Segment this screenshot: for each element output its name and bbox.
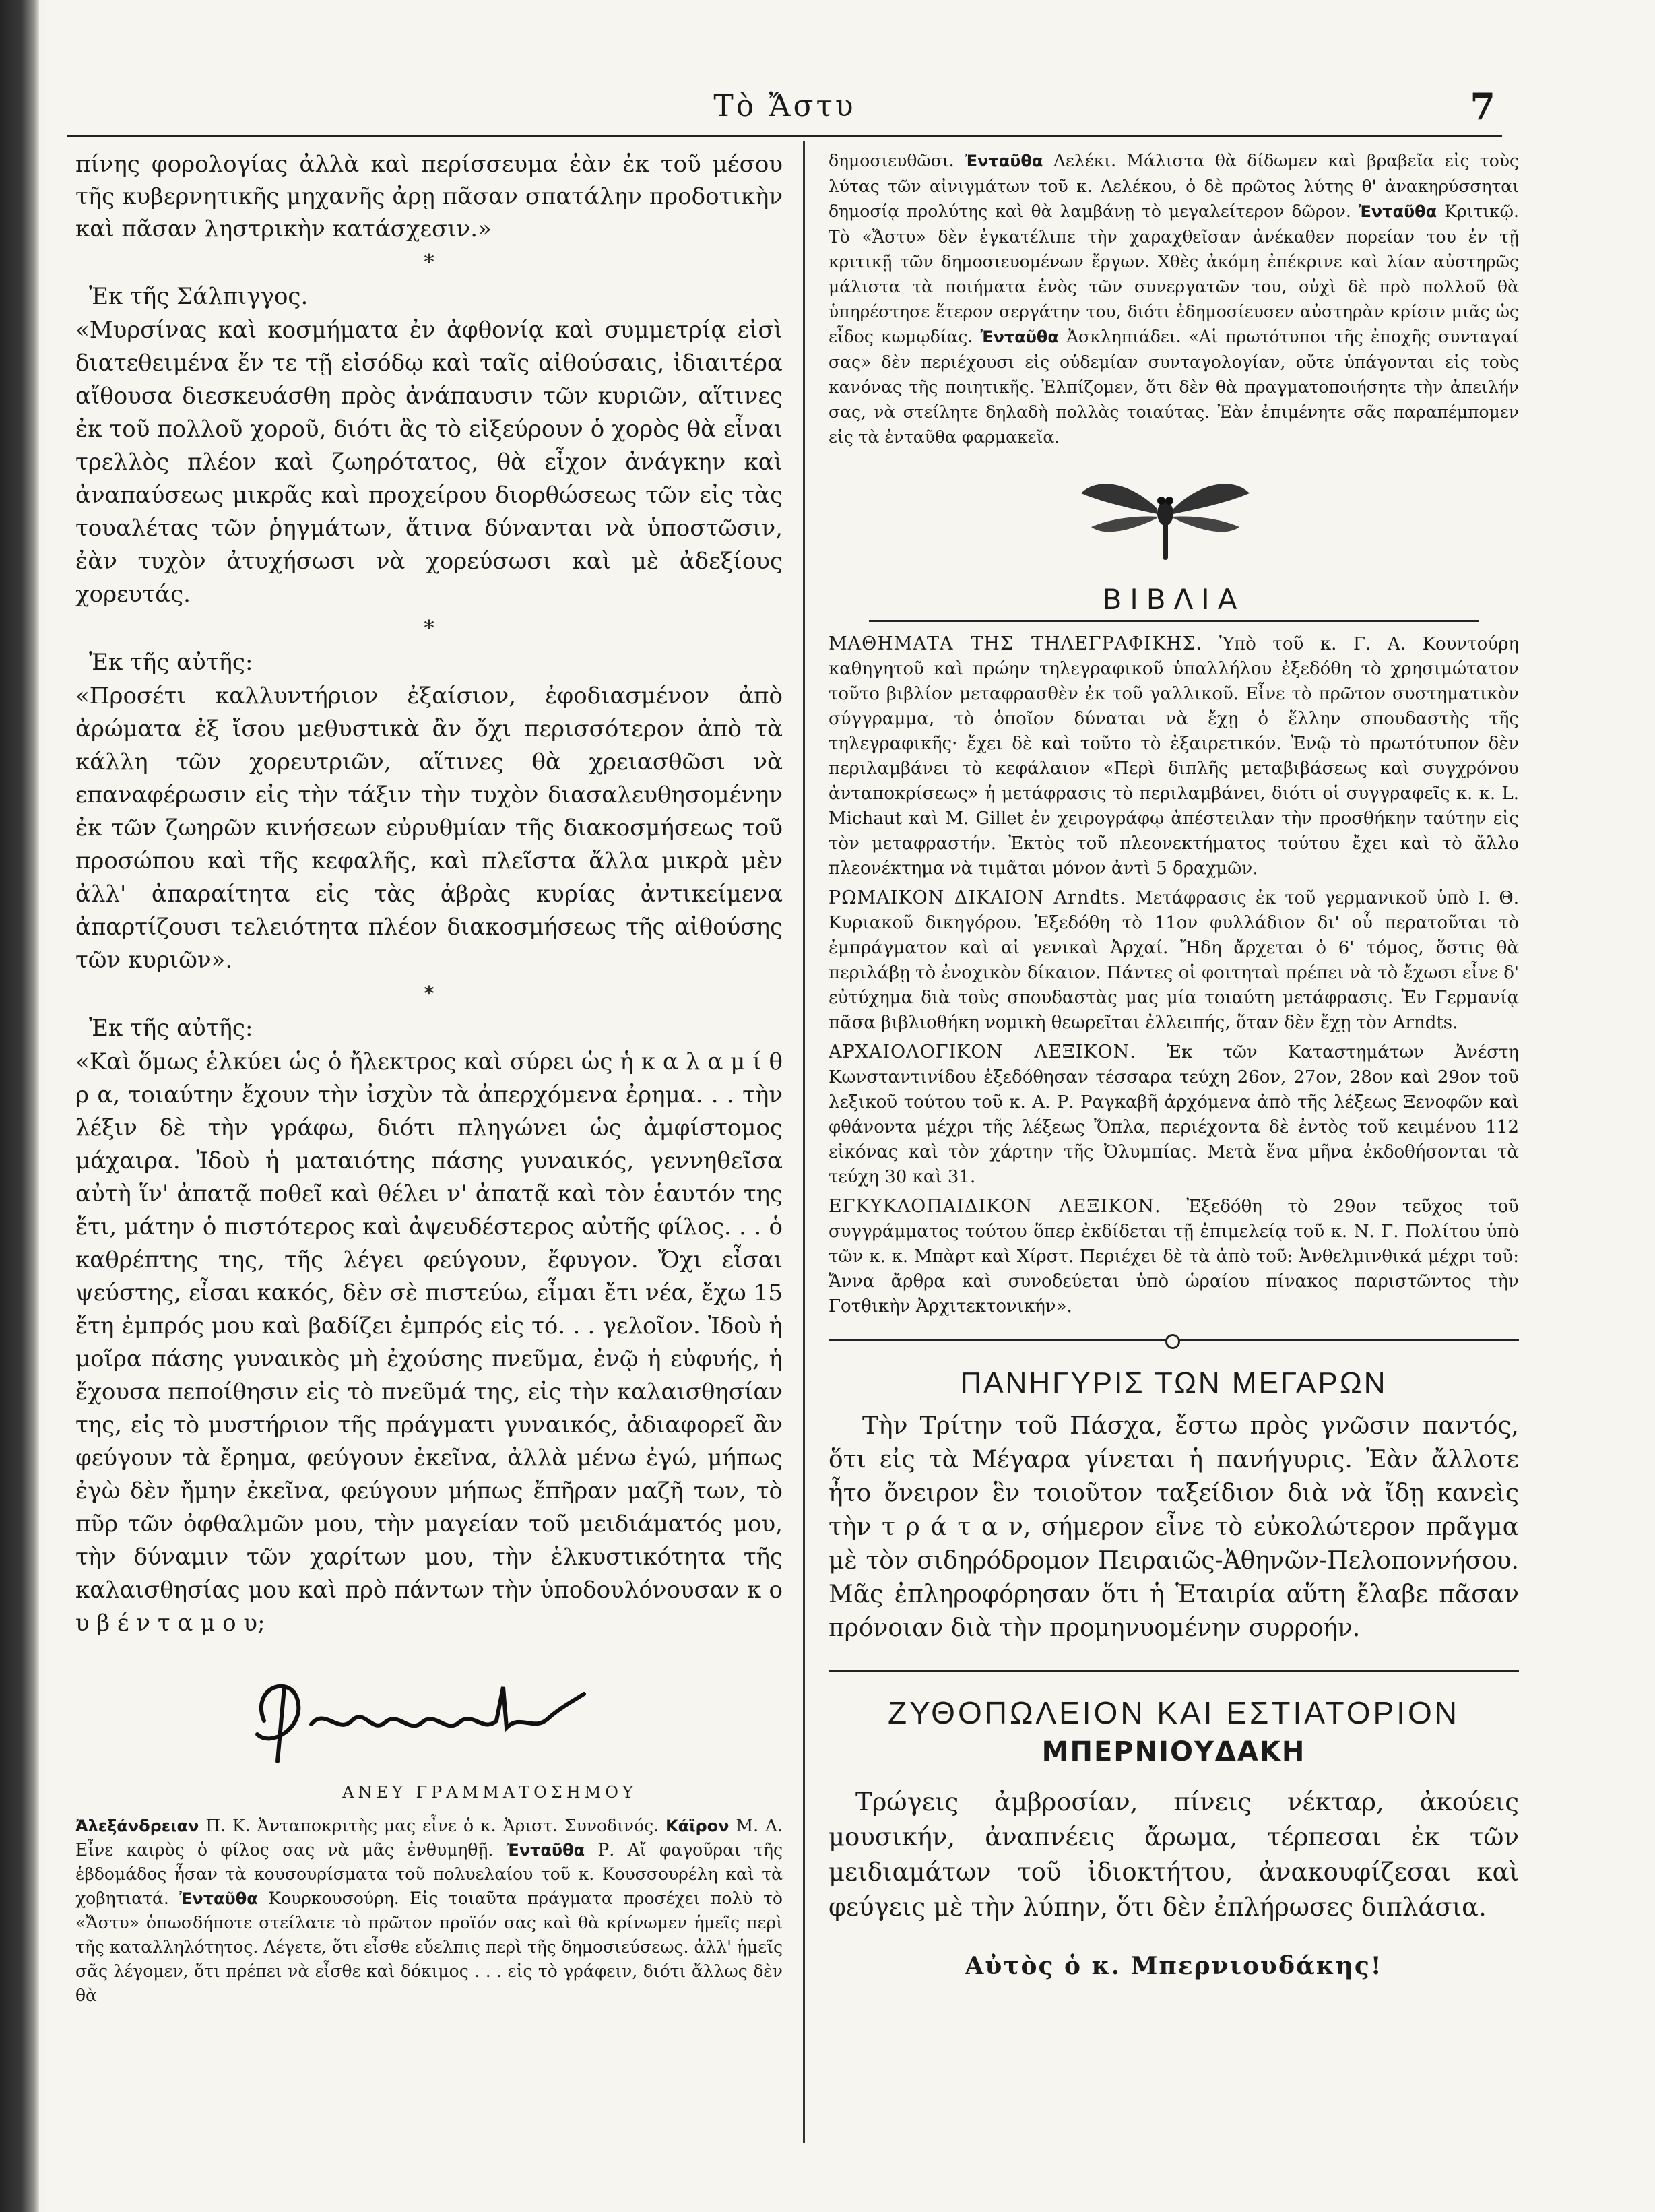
answer-text: Π. Κ. Ἀνταποκριτὴς μας εἶνε ὁ κ. Ἀριστ. Συνοδινός.	[199, 1816, 666, 1835]
divider-knot-icon	[1165, 1334, 1180, 1349]
book-title: ΡΩΜΑΙΚΟΝ ΔΙΚΑΙΟΝ Arndts.	[829, 887, 1126, 908]
book-entry	[829, 885, 1519, 1036]
answer-recipient: Κάϊρον	[666, 1816, 729, 1835]
book-text: Ἐκ τῶν Καταστημάτων Ἀνέστη Κωνσταντινίδου ἐξεδόθησαν τέσσαρα τεύχη 26ον, 27ον, 28ον καὶ 29ον τοῦ λεξικοῦ τούτου τοῦ κ. Α. Ρ. Ραγκαβῆ ἀρχόμενα ἀπὸ τῆς λέξεως Ξενοφῶν καὶ φθάνοντα μέχρι τῆς λέξεως Ὅπλα, περιέχοντα δὲ ἐντὸς τοῦ κειμένου 112 εἰκόνας καὶ τὸν χάρτην τῆς Ὀλυμπίας. Μετὰ ἕνα μῆνα ἐκδοθήσονται τὰ τεύχη 30 καὶ 31.	[829, 1042, 1519, 1187]
section-star: *	[424, 251, 434, 274]
reply-recipient: Ἐνταῦθα	[1358, 202, 1437, 221]
lead-paragraph: πίνης φορολογίας ἀλλὰ καὶ περίσσευμα ἐὰν ἐκ τοῦ μέσου τῆς κυβερνητικῆς μηχανῆς ἀρῃ πᾶσαν σπατάλην προδοτικὴν καὶ πᾶσαν ληστρικὴν κατάσχεσιν.»	[75, 151, 783, 243]
festival-ad-text: Τὴν Τρίτην τοῦ Πάσχα, ἔστω πρὸς γνῶσιν παντός, ὅτι εἰς τὰ Μέγαρα γίνεται ἡ πανήγυρις. Ἐὰν ἄλλοτε ἦτο ὄνειρον ἓν τοιοῦτον ταξείδιον διὰ νὰ ἴδῃ κανεὶς τὴν τ ρ ά τ α ν, σήμερον εἶνε τὸ εὐκολώτερον πρᾶγμα μὲ τὸν σιδηρόδρομον Πειραιῶς-Ἀθηνῶν-Πελοποννήσου. Μᾶς ἐπληροφόρησαν ὅτι ἡ Ἑταιρία αὕτη ἔλαβε πᾶσαν πρόνοιαν διὰ τὴν προμηνυομένην συρροήν.	[829, 1412, 1519, 1642]
page-header	[67, 81, 1502, 137]
books-section-title: ΒΙΒΛΙΑ	[1102, 583, 1245, 616]
book-text: Μετάφρασις ἐκ τοῦ γερμανικοῦ ὑπὸ Ι. Θ. Κυριακοῦ δικηγόρου. Ἐξεδόθη τὸ 11ον φυλλάδιον δι' οὗ περατοῦται τὸ ἐμπράγματον καὶ αἱ γενικαὶ Ἀρχαί. Ἤδη ἄρχεται ὁ 6' τόμος, ὅστις θὰ περιλάβῃ τὸ ἐνοχικὸν δίκαιον. Πάντες οἱ φοιτηταὶ πρέπει νὰ τὸ ἔχωσι εἶνε δ' εὐτύχημα διὰ τοὺς σπουδαστὰς μας μία τοιαύτη μετάφρασις. Ἐν Γερμανίᾳ πᾶσα βιβλιοθήκη νομικὴ θεωρεῖται ἐλλειπής, ὅταν δὲν ἔχῃ τὸν Arndts.	[829, 888, 1519, 1033]
answer-recipient: Ἐνταῦθα	[506, 1841, 585, 1860]
book-entry	[829, 631, 1519, 881]
dragonfly-icon	[1078, 456, 1253, 564]
signature-icon	[237, 1660, 587, 1768]
ad-rule	[829, 1670, 1519, 1672]
reply-recipient: Ἐνταῦθα	[980, 327, 1059, 346]
books-rule	[869, 620, 1479, 622]
page-number: 7	[1470, 85, 1495, 128]
column-divider	[803, 141, 805, 2143]
author-signature	[75, 1660, 783, 1775]
newspaper-page	[47, 0, 1655, 2212]
answer-text: Κουρκουσούρη. Εἰς τοιαῦτα πράγματα προσέχει πολὺ τὸ «Ἄστυ» ὁπωσδήποτε στείλατε τὸ πρῶτον προϊόν σας καὶ θὰ κρίνωμεν ἡμεῖς περὶ τῆς καταλληλότητος. Λέγετε, ὅτι εἶσθε εὔελπις περὶ τῆς δημοσιεύσεως. ἀλλ' ἡμεῖς σᾶς λέγομεν, ὅτι πρέπει νὰ εἶσθε καὶ δόκιμος . . . εἰς τὸ γράφειν, διότι ἄλλως δὲν θὰ	[75, 1889, 783, 2005]
book-title: ΑΡΧΑΙΟΛΟΓΙΚΟΝ ΛΕΞΙΚΟΝ.	[829, 1042, 1136, 1063]
source-line: Ἐκ τῆς Σάλπιγγος.	[89, 283, 309, 310]
reply-text: Ἀσκληπιάδει. «Αἱ πρωτότυποι τῆς ἐποχῆς συνταγαί σας» δὲν περιέχουσι εἰς οὐδεμίαν συνταγολογίαν, οὔτε ὑπάγονται εἰς τοὺς κανόνας τῆς ποιητικῆς. Ἐλπίζομεν, ὅτι δὲν θὰ πραγματοποιήσητε τὴν ἀπειλήν σας, νὰ στείλητε δηλαδὴ πολλὰς τοιαύτας. Ἐὰν ἐπιμένητε σᾶς παραπέμπομεν εἰς τὰ ἐνταῦθα φαρμακεῖα.	[829, 327, 1519, 447]
article-paragraph: «Καὶ ὅμως ἑλκύει ὡς ὁ ἤλεκτρος καὶ σύρει ὡς ἡ κ α λ α μ ί θ ρ α, τοιαύτην ἔχουν τὴν ἰσχὺν τὰ ἀπερχόμενα ἐρημα. . . τὴν λέξιν δὲ τὴν γράφω, διότι πληγώνει ὡς ἀμφίστομος μάχαιρα. Ἰδοὺ ἡ ματαιότης πάσης γυναικός, γεννηθεῖσα αὐτὴ ἵν' ἀπατᾷ ποθεῖ καὶ θέλει ν' ἀπατᾷ καὶ τὸν ἑαυτόν της ἔτι, μάτην ὁ πιστότερος καὶ ἀψευδέστερος αὐτῆς φίλος. . . ὁ καθρέπτης της, τῆς λέγει φεύγουν, ἔφυγον. Ὄχι εἶσαι ψεύστης, εἶσαι κακός, δὲν σὲ πιστεύω, εἶμαι ἔτι νέα, ἔχω 15 ἔτη ἐμπρός μου καὶ βαδίζει ἐμπρός εἰς τό. . . γελοῖον. Ἰδοὺ ἡ μοῖρα πάσης γυναικὸς μὴ ἐχούσης πνεῦμα, ἐνῷ ἡ εὐφυής, ἡ ἔχουσα πεποίθησιν εἰς τὸ πνεῦμά της, εἰς τὴν καλαισθησίαν της, εἰς τὸ μυστήριον τῆς πράγματι γυναικός, ἀδιαφορεῖ ἂν φεύγουν τὰ ἔρημα, φεύγουν ἐκεῖνα, ἀλλὰ μένω ἐγώ, μήπως ἐγὼ δὲν ἤμην ἐκεῖνα, φεύγουν μήπως ἔπῆραν μαζῆ των, τὸ πῦρ τῶν ὀφθαλμῶν μου, τὴν μαγείαν τοῦ μειδιάματός μου, τὴν δύναμιν τῶν χαρίτων μου, τὴν ἑλκυστικότητα τῆς καλαισθησίας μου καὶ πρὸ πάντων τὴν ὑποδουλόνουσαν κ ο υ β έ ν τ α μ ο υ;	[75, 1048, 783, 1637]
left-column	[75, 148, 783, 2143]
book-text: Ἐξεδόθη τὸ 29ον τεῦχος τοῦ συγγράμματος τούτου ὅπερ ἐκδίδεται τῇ ἐπιμελείᾳ τοῦ κ. Ν. Γ. Πολίτου ὑπὸ τῶν κ. κ. Μπὰρτ καὶ Χίρστ. Περιέχει δὲ τὰ ἀπὸ τοῦ: Ἀνθελμινθικά μέχρι τοῦ: Ἄννα ἄρθρα καὶ συνοδεύεται ὑπὸ ὡραίου πίνακος παριστῶντος τὴν Γοτθικὴν Ἀρχιτεκτονικήν».	[829, 1197, 1519, 1317]
tavern-ad-name: ΜΠΕΡΝΙΟΥΔΑΚΗ	[1041, 1736, 1306, 1767]
no-stamp-heading: ΑΝΕΥ ΓΡΑΜΜΑΤΟΣΗΜΟΥ	[342, 1783, 637, 1802]
reply-recipient: Ἐνταῦθα	[965, 152, 1043, 170]
article-paragraph: «Προσέτι καλλυντήριον ἐξαίσιον, ἐφοδιασμένον ἀπὸ ἀρώματα ἐξ ἴσου μεθυστικὰ ἂν ὄχι περισσότερον ἀπὸ τὰ κάλλη τῶν χορευτριῶν, αἵτινες θὰ χρειασθῶσι νὰ επαναφέρωσιν εἰς τὴν τάξιν τὴν τυχὸν διασαλευθησομένην ἐκ τῶν ζωηρῶν κινήσεων εὐρυθμίαν τῆς διακοσμήσεως τοῦ προσώπου καὶ τῆς κεφαλῆς, καὶ πλεῖστα ἄλλα μικρὰ μὲν ἀλλ' ἀπαραίτητα εἰς τὰς ἁβρὰς κυρίας ἀντικείμενα ἀπαρτίζουσι τελειότητα πλέον διακοσμήσεως τῆς αἰθούσης τῶν κυριῶν».	[75, 683, 783, 974]
answer-text: Ρ. Αἴ φαγοῦραι τῆς ἑβδομάδος ἦσαν τὰ κουσουρίσματα τοῦ πολυελαίου τοῦ κ. Κουσσουρέλη καὶ τὰ χοβητιατά.	[75, 1840, 783, 1908]
tavern-ad-text: Τρώγεις ἀμβροσίαν, πίνεις νέκταρ, ἀκούεις μουσικήν, ἀναπνέεις ἄρωμα, τέρπεσαι ἐκ τῶν μειδιαμάτων τοῦ ἰδιοκτήτου, ἀνακουφίζεσαι καὶ φεύγεις μὲ τὴν λύπην, ὅτι δὲν ἐπλήρωσες διπλάσια.	[829, 1788, 1519, 1922]
section-star: *	[424, 982, 434, 1006]
book-title: ΕΓΚΥΚΛΟΠΑΙΔΙΚΟΝ ΛΕΞΙΚΟΝ.	[829, 1196, 1161, 1217]
book-text: Ὑπὸ τοῦ κ. Γ. Α. Κουντούρη καθηγητοῦ καὶ πρώην τηλεγραφικοῦ ὑπαλλήλου ἐξεδόθη τὸ χρησιμώτατον τοῦτο βιβλίον μεταφρασθὲν ἐκ τοῦ γαλλικοῦ. Εἶνε τὸ πρῶτον συστηματικὸν σύγγραμμα, τὸ ὁποῖον δύναται νὰ ἔχῃ ὁ ἕλλην σπουδαστὴς τῆς τηλεγραφικῆς· ἔχει δὲ καὶ τοῦτο τὸ ἐξαιρετικόν. Ἐνῷ τὸ πρωτότυπον δὲν περιλαμβάνει τὸ κεφάλαιον «Περὶ διπλῆς μεταβιβάσεως καὶ συγχρόνου ἀνταποκρίσεως» ἡ μετάφρασις τὸ περιλαμβάνει, διότι οἱ συγγραφεῖς κ. κ. L. Michaut καὶ M. Gillet ἐν χειρογράφῳ ἀπέστειλαν τὴν προσθήκην ταύτην εἰς τὸν μεταφραστήν. Ἐκτὸς τοῦ πλεονεκτήματος τούτου ἔχει καὶ τὸ ἄλλο πλεονέκτημα νὰ τιμᾶται μόνον ἀντὶ 5 δραχμῶν.	[829, 634, 1519, 879]
article-paragraph: «Μυρσίνας καὶ κοσμήματα ἐν ἀφθονίᾳ καὶ συμμετρίᾳ εἰσὶ διατεθειμένα ἔν τε τῇ εἰσόδῳ καὶ ταῖς αἰθούσαις, ἰδιαιτέρα αἴθουσα διεσκευάσθη πρὸς ἀνάπαυσιν τῶν κυριῶν, αἵτινες ἐκ τοῦ πολλοῦ χοροῦ, διότι ἂς τὸ εἰξεύρουν ὁ χορὸς θὰ εἶναι τρελλὸς πλέον καὶ ζωηρότατος, θὰ εἶχον ἀνάγκην καὶ ἀναπαύσεως μικρᾶς καὶ προχείρου διορθώσεως τῶν εἰς τὰς τουαλέτας τῶν ῥηγμάτων, ἅτινα δύνανται νὰ ὑποστῶσιν, ἐὰν τυχὸν ἀτυχήσωσι νὰ χορεύσωσι καὶ μὲ ἀδεξίους χορευτάς.	[75, 317, 783, 608]
festival-ad-title: ΠΑΝΗΓΥΡΙΣ ΤΩΝ ΜΕΓΑΡΩΝ	[960, 1366, 1388, 1399]
tavern-ad-signoff: Αὐτὸς ὁ κ. Μπερνιουδάκης!	[965, 1952, 1383, 1980]
right-column	[829, 148, 1519, 2143]
reply-text: Κριτικῷ. Τὸ «Ἄστυ» δὲν ἐγκατέλιπε τὴν χαραχθεῖσαν ἀνέκαθεν πορείαν του ἐν τῇ κριτικῇ τῶν δημοσιευομένων ἔργων. Χθὲς ἀκόμη ἐπέκρινε καὶ λίαν αὐστηρῶς μάλιστα τὰ ποιήματα ἑνὸς τῶν συνεργατῶν του, οὐχὶ δὲ πρὸ πολλοῦ θὰ ὑπηρέστησε ἕτερον σεργάτην του, διότι ἐδημοσίευσεν αὐστηρὰν κρίσιν μιᾶς ὡς εἶδος κωμῳδίας.	[829, 201, 1519, 346]
book-entry	[829, 1040, 1519, 1190]
source-line: Ἐκ τῆς αὐτῆς:	[89, 1015, 253, 1042]
book-title: ΜΑΘΗΜΑΤΑ ΤΗΣ ΤΗΛΕΓΡΑΦΙΚΗΣ.	[829, 633, 1203, 654]
correspondence-replies	[829, 148, 1519, 449]
correspondence-answers	[75, 1814, 783, 2008]
answer-recipient: Ἀλεξάνδρειαν	[75, 1816, 199, 1835]
book-binding-edge	[0, 0, 39, 2212]
source-line: Ἐκ τῆς αὐτῆς:	[89, 649, 253, 676]
tavern-ad-title: ΖΥΘΟΠΩΛΕΙΟΝ ΚΑΙ ΕΣΤΙΑΤΟΡΙΟΝ	[887, 1695, 1460, 1730]
answer-recipient: Ἐνταῦθα	[179, 1889, 258, 1908]
dragonfly-ornament	[829, 449, 1519, 577]
reply-text: Λελέκι. Μάλιστα θὰ δίδωμεν καὶ βραβεῖα εἰς τοὺς λύτας τῶν αἰνιγμάτων τοῦ κ. Λελέκου, ὁ δὲ πρῶτος λύτης θ' ἀνακηρύσσηται δημοσίᾳ προλύτης καὶ θὰ λαμβάνῃ τὸ μεγαλείτερον δῶρον.	[829, 151, 1519, 221]
section-star: *	[424, 617, 434, 640]
section-divider	[829, 1331, 1519, 1348]
book-entry	[829, 1194, 1519, 1319]
newspaper-title: Τὸ Ἄστυ	[713, 89, 856, 123]
answer-text: Μ. Λ. Εἶνε καιρὸς ὁ φίλος σας νὰ μᾶς ἐνθυμηθῇ.	[75, 1816, 783, 1860]
reply-text: δημοσιευθῶσι.	[829, 151, 965, 170]
